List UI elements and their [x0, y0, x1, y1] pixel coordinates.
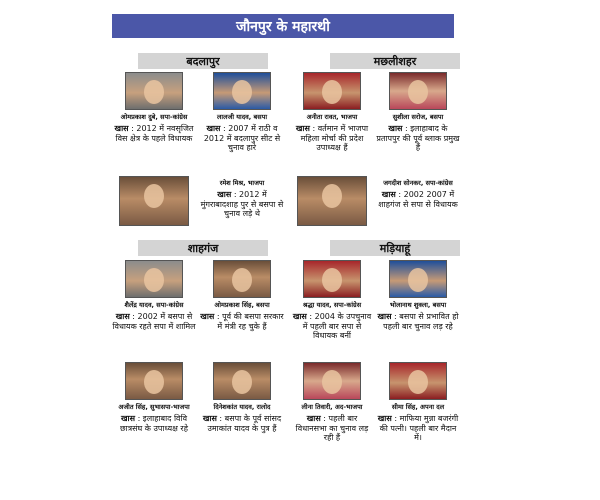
candidate-card — [200, 176, 284, 219]
page-title: जौनपुर के महारथी — [112, 14, 454, 38]
candidate-card — [112, 260, 196, 331]
candidate-card — [290, 72, 374, 153]
candidate-desc: खास : पहली बार विधानसभा का चुनाव लड़ रही हैं — [295, 414, 369, 443]
section-header-shahganj: शाहगंज — [138, 240, 268, 256]
candidate-card — [112, 176, 196, 226]
candidate-desc: खास : इलाहाबाद के प्रतापपुर की पूर्व ब्लाक प्रमुख हैं — [376, 124, 460, 153]
candidate-desc: खास : 2012 में नवसृजित विस क्षेत्र के पहले विधायक — [114, 124, 194, 143]
candidate-desc: खास : 2002 2007 में शाहगंज से सपा से विधायक — [378, 190, 458, 209]
candidate-card — [200, 260, 284, 331]
candidate-photo — [389, 72, 447, 110]
candidate-name: ओमप्रकाश दुबे, सपा-कांग्रेस — [120, 113, 188, 121]
candidate-name: लालजी यादव, बसपा — [217, 113, 267, 121]
candidate-card — [376, 260, 460, 331]
candidate-card — [290, 260, 374, 341]
candidate-photo — [213, 72, 271, 110]
candidate-card — [112, 72, 196, 143]
candidate-card — [290, 176, 374, 226]
candidate-desc: खास : माफिया मुन्ना बजरंगी की पत्नी। पहली बार मैदान में। — [377, 414, 459, 443]
candidate-card — [112, 362, 196, 433]
candidate-photo — [125, 72, 183, 110]
candidate-name: रमेश मिश्र, भाजपा — [219, 179, 265, 187]
candidate-photo — [125, 260, 183, 298]
candidate-desc: खास : इलाहाबाद विवि छात्रसंघ के उपाध्यक्ष रहे — [120, 414, 188, 433]
candidate-name: जगदीश सोनकर, सपा-कांग्रेस — [383, 179, 453, 187]
candidate-photo — [213, 362, 271, 400]
candidate-desc: खास : बसपा के पूर्व सांसद उमाकांत यादव के पुत्र हैं — [202, 414, 282, 433]
candidate-desc: खास : पूर्व की बसपा सरकार में मंत्री रह चुके हैं — [200, 312, 284, 331]
candidate-name: भोलानाथ शुक्ला, बसपा — [389, 301, 447, 309]
candidate-desc: खास : वर्तमान में भाजपा महिला मोर्चा की प्रदेश उपाध्यक्ष हैं — [295, 124, 369, 153]
candidate-desc: खास : 2012 में मुंगराबादशाह पुर से बसपा से चुनाव लड़े थे — [200, 190, 284, 219]
candidate-card — [200, 362, 284, 433]
candidate-photo — [297, 176, 367, 226]
candidate-photo — [119, 176, 189, 226]
section-header-machhlishahar: मछलीशहर — [330, 53, 460, 69]
candidate-photo — [389, 260, 447, 298]
section-header-madiyahun: मड़ियाहूं — [330, 240, 460, 256]
candidate-name: शैलेंद्र यादव, सपा-कांग्रेस — [124, 301, 184, 309]
section-header-badlapur: बदलापुर — [138, 53, 268, 69]
candidate-photo — [303, 72, 361, 110]
candidate-name: अनीता रावत, भाजपा — [306, 113, 358, 121]
candidate-name: सीमा सिंह, अपना दल — [391, 403, 445, 411]
candidate-card — [376, 176, 460, 209]
candidate-photo — [389, 362, 447, 400]
candidate-card — [376, 362, 460, 443]
candidate-desc: खास : 2007 में राठी व 2012 में बदलापुर सीट से चुनाव हारे — [203, 124, 281, 153]
candidate-photo — [303, 260, 361, 298]
candidate-card — [290, 362, 374, 443]
candidate-photo — [213, 260, 271, 298]
candidate-name: दिनेशकांत यादव, रालोद — [213, 403, 271, 411]
candidate-desc: खास : 2004 के उपचुनाव में पहली बार सपा से विधायक बनीं — [292, 312, 372, 341]
candidate-photo — [303, 362, 361, 400]
candidate-name: ओमप्रकाश सिंह, बसपा — [214, 301, 270, 309]
candidate-photo — [125, 362, 183, 400]
candidate-name: अजीत सिंह, सुभासपा-भाजपा — [118, 403, 190, 411]
candidate-desc: खास : बसपा से प्रभावित हो पहली बार चुनाव लड़ रहे — [377, 312, 459, 331]
candidate-name: सुशीला सरोज, बसपा — [392, 113, 444, 121]
candidate-name: लीना तिवारी, अद-भाजपा — [301, 403, 363, 411]
candidate-desc: खास : 2002 में बसपा से विधायक रहते सपा में शामिल — [112, 312, 196, 331]
candidate-card — [200, 72, 284, 153]
candidate-card — [376, 72, 460, 153]
candidate-name: श्रद्धा यादव, सपा-कांग्रेस — [302, 301, 362, 309]
